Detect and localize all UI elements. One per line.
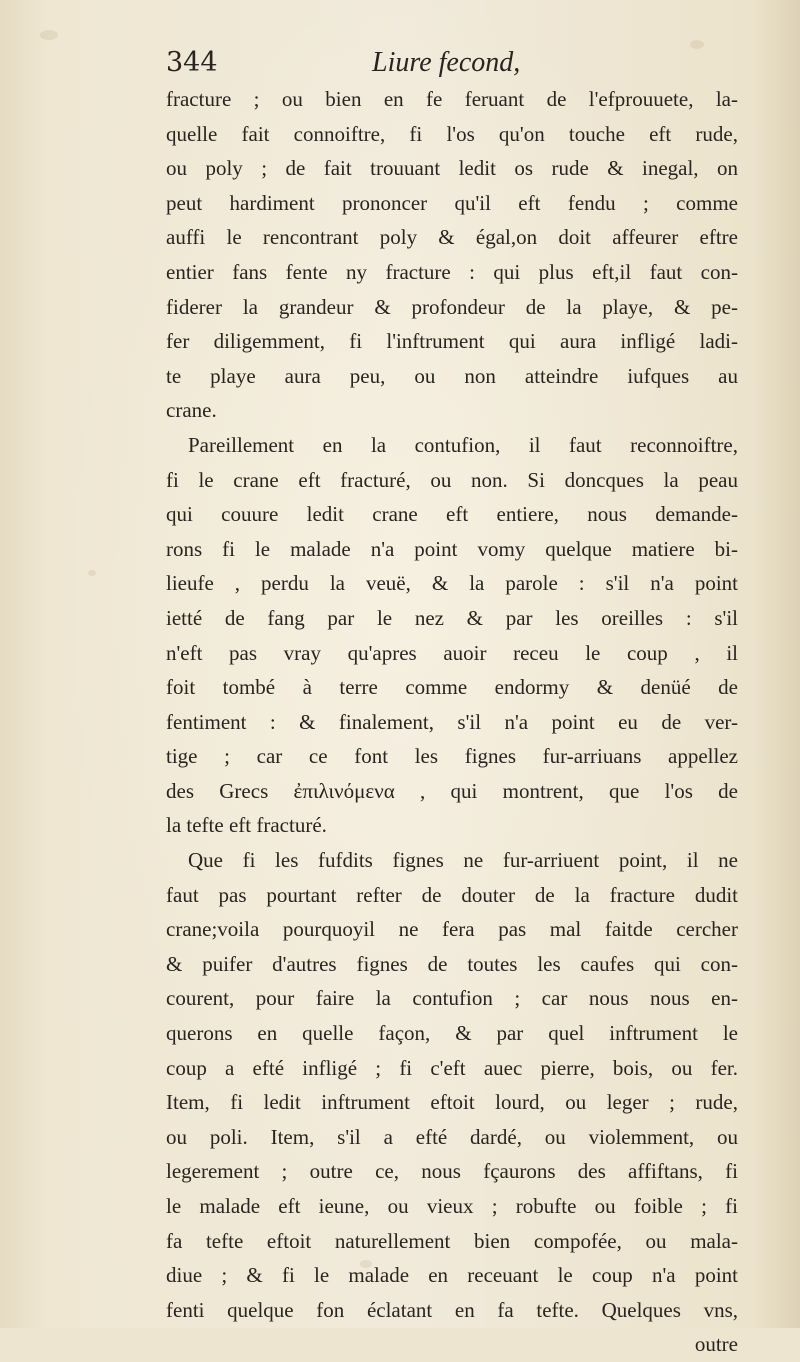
text-line: fenti quelque fon éclatant en fa tefte. Quelques vns, (166, 1297, 738, 1322)
text-line: fentiment : & finalement, s'il n'a point eu de ver- (166, 709, 738, 734)
text-line: la tefte eft fracturé. (166, 813, 327, 838)
text-line: fiderer la grandeur & profondeur de la playe, & pe- (166, 294, 738, 319)
page-text (166, 44, 738, 1362)
text-line: quelle fait connoiftre, fi l'os qu'on touche eft rude, (166, 121, 738, 146)
text-line: n'eft pas vray qu'apres auoir receu le coup , il (166, 640, 738, 665)
paper-stain (88, 570, 96, 576)
paragraph-first-line: Pareillement en la contufion, il faut reconnoiftre, (188, 432, 738, 457)
text-line: tige ; car ce font les fignes fur-arriuans appellez (166, 744, 738, 769)
text-line: crane. (166, 398, 217, 423)
text-line: foit tombé à terre comme endormy & denüé de (166, 675, 738, 700)
text-line: querons en quelle façon, & par quel inftrument le (166, 1021, 738, 1046)
text-line: Item, fi ledit inftrument eftoit lourd, ou leger ; rude, (166, 1090, 738, 1115)
text-line: entier fans fente ny fracture : qui plus eft,il faut con- (166, 259, 738, 284)
text-line: coup a efté infligé ; fi c'eft auec pierre, bois, ou fer. (166, 1055, 738, 1080)
text-line: fracture ; ou bien en fe feruant de l'efprouuete, la- (166, 87, 738, 111)
text-line: fi le crane eft fracturé, ou non. Si doncques la peau (166, 467, 738, 492)
text-line: des Grecs ἐπιλινόμενα , qui montrent, que l'os de (166, 778, 738, 803)
text-line: lieufe , perdu la veuë, & la parole : s'il n'a point (166, 571, 738, 596)
text-line: ou poli. Item, s'il a efté dardé, ou violemment, ou (166, 1124, 738, 1149)
text-line: fer diligemment, fi l'inftrument qui aura infligé ladi- (166, 329, 738, 354)
text-line: legerement ; outre ce, nous fçaurons des affiftans, fi (166, 1159, 738, 1184)
paragraph-first-line: Que fi les fufdits fignes ne fur-arriuent point, il ne (188, 848, 738, 873)
text-line: & puifer d'autres fignes de toutes les caufes qui con- (166, 951, 738, 976)
text-line: te playe aura peu, ou non atteindre iufques au (166, 363, 738, 388)
text-line: crane;voila pourquoyil ne fera pas mal faitde cercher (166, 917, 738, 942)
text-line: courent, pour faire la contufion ; car nous nous en- (166, 986, 738, 1011)
text-line: qui couure ledit crane eft entiere, nous demande- (166, 502, 738, 527)
paper-stain (40, 30, 58, 40)
page-header (166, 44, 738, 82)
text-line: fa tefte eftoit naturellement bien compofée, ou mala- (166, 1228, 738, 1253)
text-line: peut hardiment prononcer qu'il eft fendu ; comme (166, 190, 738, 215)
text-line: faut pas pourtant refter de douter de la fracture dudit (166, 882, 738, 907)
text-line: le malade eft ieune, ou vieux ; robufte ou foible ; fi (166, 1194, 738, 1218)
text-line: rons fi le malade n'a point vomy quelque matiere bi- (166, 536, 738, 561)
running-head: Liure fecond, (372, 47, 521, 78)
page-number: 344 (166, 47, 218, 78)
catchword: outre (694, 1332, 738, 1357)
text-line: diue ; & fi le malade en receuant le coup n'a point (166, 1263, 738, 1288)
text-line: auffi le rencontrant poly & égal,on doit affeurer eftre (166, 225, 738, 250)
text-line: ou poly ; de fait trouuant ledit os rude & inegal, on (166, 156, 738, 181)
text-line: ietté de fang par le nez & par les oreilles : s'il (166, 605, 738, 630)
